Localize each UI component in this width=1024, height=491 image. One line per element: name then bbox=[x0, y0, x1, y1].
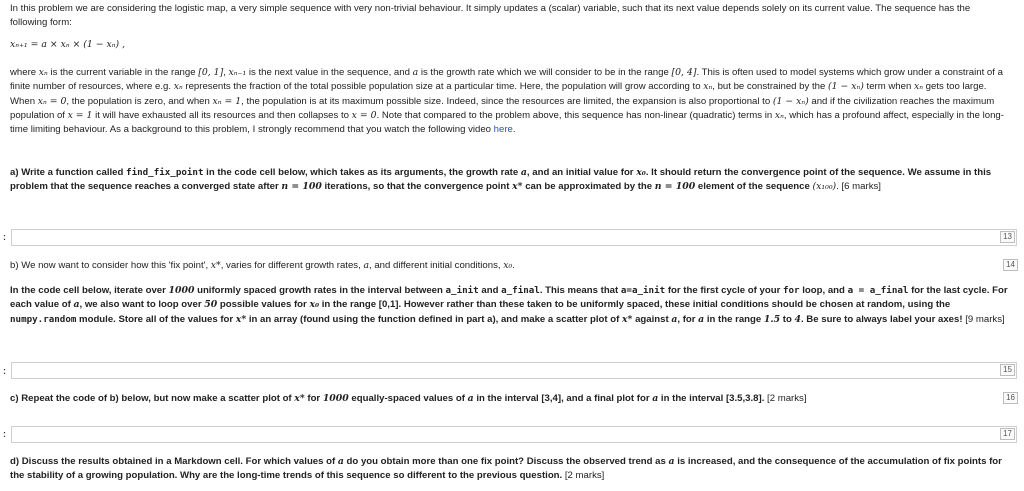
part-c-markdown: c) Repeat the code of b) below, but now make a scatter plot of x* for 1000 equally-spaced values of a in the interval [3,4], and a final plot for a in the interval [3.5,3.8]. [2 marks] bbox=[10, 393, 807, 404]
video-link[interactable]: here bbox=[493, 124, 513, 136]
cell-prompt-marker: : bbox=[3, 232, 6, 242]
intro-paragraph-1: In this problem we are considering the logistic map, a very simple sequence with very non-trivial behaviour. It simply updates a (scalar) variable, such that its next value depends solely on its current value. The sequence has the following form: bbox=[10, 3, 971, 29]
cell-number: 16 bbox=[1003, 392, 1018, 404]
logistic-equation: xₙ₊₁ = a × xₙ × (1 − xₙ) , bbox=[10, 39, 126, 50]
code-cell-17[interactable] bbox=[11, 426, 1017, 443]
cell-number: 14 bbox=[1003, 259, 1018, 271]
cell-prompt-marker: : bbox=[3, 366, 6, 376]
part-b-intro: b) We now want to consider how this 'fix point', x*, varies for different growth rates, a, and different initial conditions, x₀. bbox=[10, 260, 515, 271]
intro-markdown bbox=[10, 2, 1010, 31]
cell-prompt-marker: : bbox=[3, 429, 6, 439]
part-b-markdown: In the code cell below, iterate over 1000 uniformly spaced growth rates in the interval between a_init and a_final. This means that a=a_init for the first cycle of your for loop, and a = a_final for the last cycle. For each value of a, we also want to loop over 50 possible values for x₀ in the range [0,1]. However rather than these taken to be uniformly spaced, these initial conditions should be chosen at random, using the numpy.random module. Store all of the values for x* in an array (found using the function defined in part a), and make a scatter plot of x* against a, for a in the range 1.5 to 4. Be sure to always label your axes! [9 marks] bbox=[10, 285, 1008, 325]
cell-number: 13 bbox=[1000, 231, 1015, 243]
part-d-markdown: d) Discuss the results obtained in a Markdown cell. For which values of a do you obtain more than one fix point? Discuss the observed trend as a is increased, and the consequence of the accumulation of fix points for the stability of a growing population. Why are the long-time trends of this sequence so different to the previous question. [2 marks] bbox=[10, 456, 1002, 482]
cell-number: 17 bbox=[1000, 428, 1015, 440]
code-cell-15[interactable] bbox=[11, 362, 1017, 379]
function-name-code: find_fix_point bbox=[126, 167, 204, 178]
equation-block bbox=[10, 38, 1010, 52]
code-cell-13[interactable] bbox=[11, 229, 1017, 246]
part-a-markdown: a) Write a function called find_fix_point in the code cell below, which takes as its arguments, the growth rate a, and an initial value for x₀. It should return the convergence point of the sequence. We assume in this problem that the sequence reaches a converged state after n = 100 iterations, so that the convergence point x* can be approximated by the n = 100 element of the sequence (x₁₀₀). [6 marks] bbox=[10, 167, 992, 193]
cell-number: 15 bbox=[1000, 364, 1015, 376]
intro-paragraph-2: where xₙ is the current variable in the range [0, 1], xₙ₋₁ is the next value in the sequence, and a is the growth rate which we will consider to be in the range [0, 4]. This is often used to model systems which grow under a constraint of a finite number of resources, where e.g. xₙ represents the fraction of the total possible population size at a particular time. Here, the population will grow according to xₙ, but be constrained by the (1 − xₙ) term when xₙ gets too large. When xₙ = 0, the population is zero, and when xₙ = 1, the population is at its maximum possible size. Indeed, since the resources are limited, the expansion is also proportional to (1 − xₙ) and if the civilization reaches the maximum population of x = 1 it will have exhausted all its resources and then collapses to x = 0. Note that compared to the problem above, this sequence has non-linear (quadratic) terms in xₙ, which has a profound affect, especially in the long-time limiting behaviour. As a background to this problem, I strongly recommend that you watch the following video here. bbox=[10, 67, 1004, 136]
